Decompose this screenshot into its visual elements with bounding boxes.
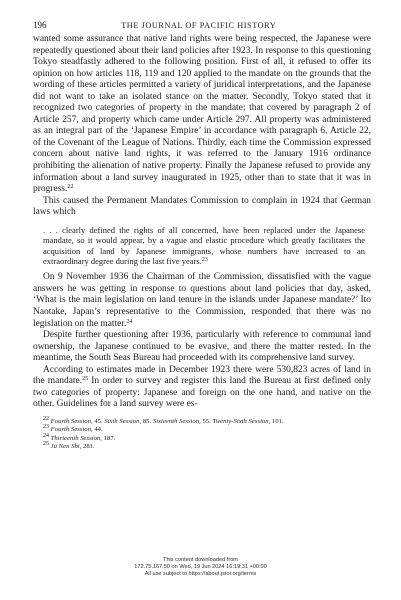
block-quote-text: . . . clearly defined the rights of all concerned, have been replaced under the Japanese mandate, so it would appear, by a vague and elastic procedure which greatly facilitates the acquisition of land by Japanese immigrants, whose numbers have increased to an extraordinary degree during the last five years.	[43, 224, 365, 266]
jstor-download-notice	[0, 557, 401, 578]
page-body	[33, 20, 371, 451]
footnote-ref-25[interactable]: 25	[82, 376, 89, 383]
footnote-number: 24	[43, 432, 49, 439]
jstor-line-2: 172.75.167.50 on Wed, 19 Jun 2024 16:19:31 +00:00	[134, 564, 267, 571]
footnote-24	[43, 432, 371, 443]
footnote-22	[43, 415, 371, 426]
jstor-line-1: This content downloaded from	[163, 557, 238, 563]
paragraph-4: Despite further questioning after 1936, particularly with reference to communal land ownership, the Japanese continued to be evasive, and there the matter rested. In the meantime, the South Seas Bureau had proceeded with its comprehensive land survey.	[33, 330, 371, 364]
footnote-23	[43, 426, 371, 434]
footnote-title: Fourth Session	[50, 426, 91, 434]
footnote-page: , 187.	[100, 434, 116, 442]
footnote-title: Jū Nen Shi	[50, 442, 80, 450]
block-quote	[43, 225, 365, 267]
footnote-title: Fourth Session	[50, 417, 91, 425]
footnote-title: Sixteenth Session	[152, 417, 200, 425]
paragraph-5	[33, 365, 371, 411]
journal-title: THE JOURNAL OF PACIFIC HISTORY	[121, 21, 277, 30]
paragraph-3	[33, 272, 371, 330]
footnote-number: 22	[43, 415, 49, 422]
paragraph-2: This caused the Permanent Mandates Commission to complain in 1924 that German laws which	[33, 195, 371, 218]
footnotes	[33, 415, 371, 451]
footnote-page: , 44.	[90, 426, 103, 434]
footnote-page: , 85.	[139, 417, 153, 425]
paragraph-3-text: On 9 November 1936 the Chairman of the Commission, dissatisfied with the vague answers he was getting in response to questions about land policies that day, asked, ‘What is the main legislation on land tenure in the islands under Japanese mandate?’ Ito Naotake, Japan’s representative to the Commission, responded that there was no legislation on the matter.	[33, 272, 371, 329]
running-head	[33, 20, 371, 30]
footnote-page: , 281.	[79, 442, 95, 450]
footnote-page: , 45.	[90, 417, 105, 425]
footnote-title: Thirteenth Session	[50, 434, 101, 442]
paragraph-5-text-a: According to estimates made in December 1923 there were 530,823 acres of land in the mandate.	[33, 364, 371, 387]
footnote-ref-23[interactable]: 23	[201, 256, 208, 263]
footnote-number: 23	[43, 424, 49, 431]
paragraph-5-text-b: In order to survey and register this land the Bureau at first defined only two categories of property: Japanese and foreign on the one hand, and native on the other. Guidelines for a land survey were es-	[33, 376, 371, 410]
footnote-ref-24[interactable]: 24	[126, 318, 133, 325]
jstor-terms-link[interactable]: All use subject to https://about.jstor.org/terms	[144, 571, 257, 578]
footnote-25	[43, 440, 371, 451]
footnote-page: , 101.	[268, 417, 284, 425]
footnote-title: Twenty-Sixth Session	[212, 417, 269, 425]
paragraph-1	[33, 34, 371, 196]
footnote-page: , 55.	[199, 417, 213, 425]
footnote-title: Sixth Session	[104, 417, 140, 425]
footnote-ref-22[interactable]: 22	[67, 184, 74, 191]
footnote-number: 25	[43, 440, 49, 447]
page-number: 196	[33, 20, 47, 30]
paragraph-1-text: wanted some assurance that native land rights were being respected, the Japanese were repeatedly questioned about their land policies after 1923. In response to this questioning Tokyo steadfastly adhered to the following position. First of all, it refused to offer its opinion on how articles 118, 119 and 120 applied to the mandate on the grounds that the wording of these articles permitted a variety of juridical interpretations, and the Japanese did not want to take an isolated stance on the matter. Secondly, Tokyo stated that it recognized two categories of property in the mandate; that covered by paragraph 2 of Article 257, and property which came under Article 297. All property was administered as an integral part of the ‘Japanese Empire’ in accordance with paragraph 6, Article 22, of the Covenant of the League of Nations. Thirdly, each time the Commission expressed concern about native land rights, it was referred to the January 1916 ordinance prohibiting the alienation of native property. Finally the Japanese refused to provide any information about a land survey inaugurated in 1925, other than to state that it was in progress.	[33, 34, 371, 195]
